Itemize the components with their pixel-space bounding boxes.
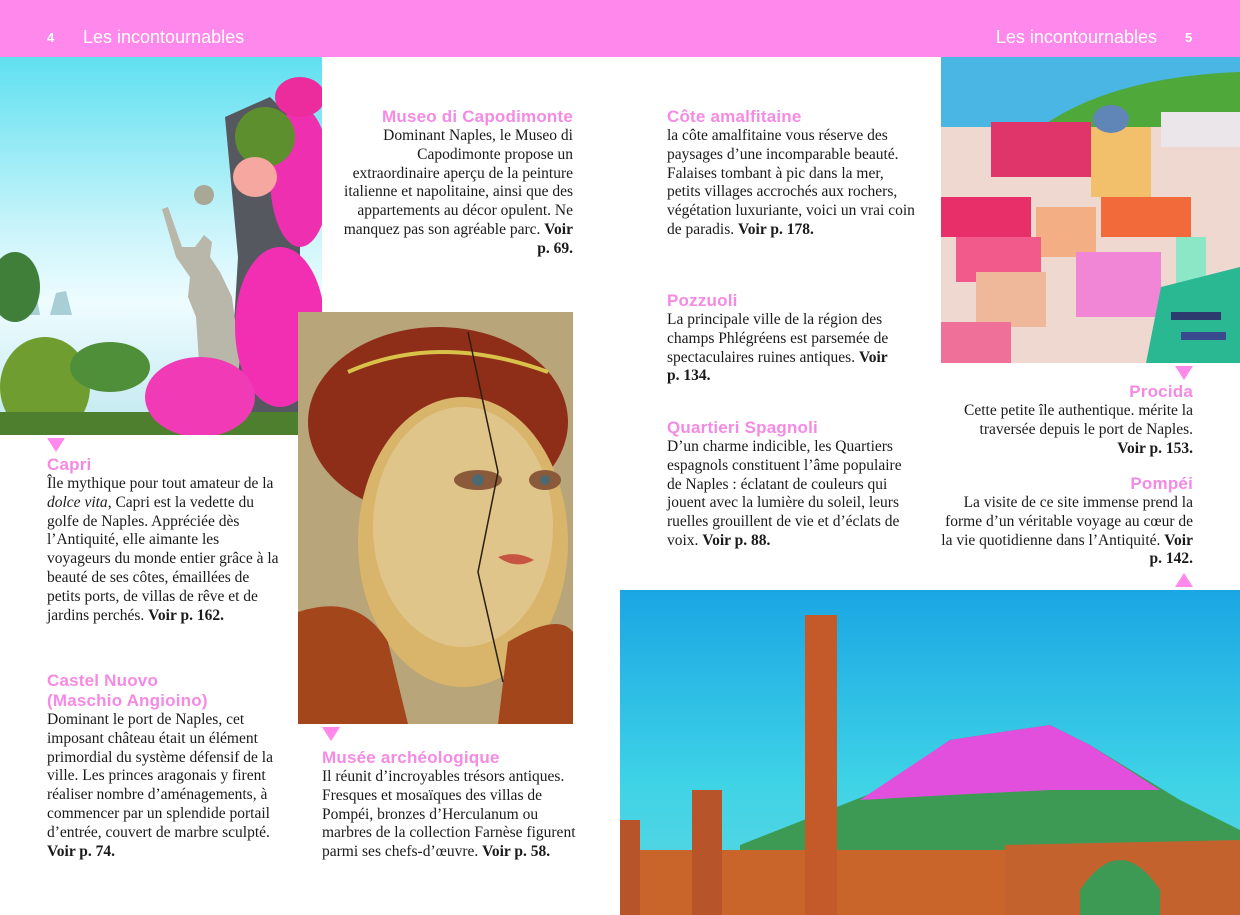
right-running-title: Les incontournables <box>995 27 1157 47</box>
entry-text: Il réunit d’incroyables trésors antiques. Fresques et mosaïques des villas de Pompéi, bronzes d’Herculanum ou marbres de la collection Farnèse figurent parmi ses chefs-d’œuvre. Voir p. 58. <box>322 768 576 861</box>
pointer-down-icon <box>322 727 340 741</box>
entry-title: Musée archéologique <box>322 748 500 767</box>
page-header <box>0 0 1240 57</box>
entry-text: Cette petite île authentique. mérite la traversée depuis le port de Naples. Voir p. 153. <box>964 402 1193 457</box>
entry-pozzuoli <box>667 291 897 386</box>
left-page-number: 4 <box>47 30 55 45</box>
fresco-photo <box>298 312 573 724</box>
entry-title: Quartieri Spagnoli <box>667 418 818 437</box>
entry-text: La principale ville de la région des champs Phlégréens est parsemée de spectaculaires ruines antiques. Voir p. 134. <box>667 311 889 385</box>
entry-capri <box>47 455 279 625</box>
procida-photo <box>941 57 1240 363</box>
entry-title: Procida <box>1129 382 1193 401</box>
procida-image <box>941 57 1240 363</box>
entry-title: Pozzuoli <box>667 291 738 310</box>
entry-title: Pompéi <box>1130 474 1193 493</box>
page-reference: Voir p. 178. <box>738 220 814 238</box>
pointer-up-icon <box>1175 573 1193 587</box>
pointer-down-icon <box>47 438 65 452</box>
page-reference: Voir p. 162. <box>148 606 224 624</box>
entry-title: Castel Nuovo (Maschio Angioino) <box>47 671 208 710</box>
page-reference: Voir p. 58. <box>482 843 551 861</box>
page-reference: Voir p. 153. <box>1117 439 1193 457</box>
entry-cote-amalfitaine <box>667 107 917 240</box>
entry-text: D’un charme indicible, les Quartiers espagnols constituent l’âme populaire de Naples : éclatant de couleurs qui jouent avec la lumière du soleil, leurs ruelles grouillent de vie et d’éclats de voix. Voir p. 88. <box>667 438 902 549</box>
entry-text: Île mythique pour tout amateur de la dolce vita, Capri est la vedette du golfe de Naples. Appréciée dès l’Antiquité, elle aimante les voyageurs du monde entier grâce à la beauté de ses côtes, émaillées de petits ports, de villas de rêve et de jardins perchés. Voir p. 162. <box>47 475 279 624</box>
entry-pompei <box>940 474 1193 569</box>
fresco-image <box>298 312 573 724</box>
right-page-number: 5 <box>1185 30 1193 45</box>
entry-text: Dominant Naples, le Museo di Capodimonte propose un extraordinaire aperçu de la peinture italienne et napolitaine, ainsi que des appartements au décor opulent. Ne manquez pas son agréable parc. Voir p. 69. <box>343 127 573 257</box>
entry-quartieri-spagnoli <box>667 418 903 551</box>
entry-text: la côte amalfitaine vous réserve des paysages d’une incomparable beauté. Falaises tombant à pic dans la mer, petits villages accrochés aux rochers, végétation luxuriante, voici un vrai coin de paradis. Voir p. 178. <box>667 127 915 238</box>
entry-capodimonte <box>337 107 573 259</box>
page-reference: Voir p. 134. <box>667 348 888 385</box>
capri-image <box>0 57 322 435</box>
page-reference: Voir p. 69. <box>537 220 573 257</box>
pompei-image <box>620 590 1240 915</box>
pompei-photo <box>620 590 1240 915</box>
page-reference: Voir p. 142. <box>1149 531 1193 568</box>
entry-castel-nuovo <box>47 671 279 861</box>
page-reference: Voir p. 88. <box>702 531 771 549</box>
entry-title: Museo di Capodimonte <box>382 107 573 126</box>
entry-text: Dominant le port de Naples, cet imposant château était un élément primordial du système défensif de la ville. Les princes aragonais y firent réaliser nombre d’aménagements, à commencer par un splendide portail d’entrée, couvert de marbre sculpté. Voir p. 74. <box>47 711 273 860</box>
entry-musee-archeologique <box>322 748 582 862</box>
entry-text: La visite de ce site immense prend la forme d’un véritable voyage au cœur de la vie quotidienne dans l’Antiquité. Voir p. 142. <box>941 494 1193 568</box>
entry-procida <box>960 382 1193 458</box>
left-running-title: Les incontournables <box>83 27 245 47</box>
entry-title: Côte amalfitaine <box>667 107 802 126</box>
page-reference: Voir p. 74. <box>47 842 116 860</box>
capri-photo <box>0 57 322 435</box>
entry-title: Capri <box>47 455 92 474</box>
pointer-down-icon <box>1175 366 1193 380</box>
